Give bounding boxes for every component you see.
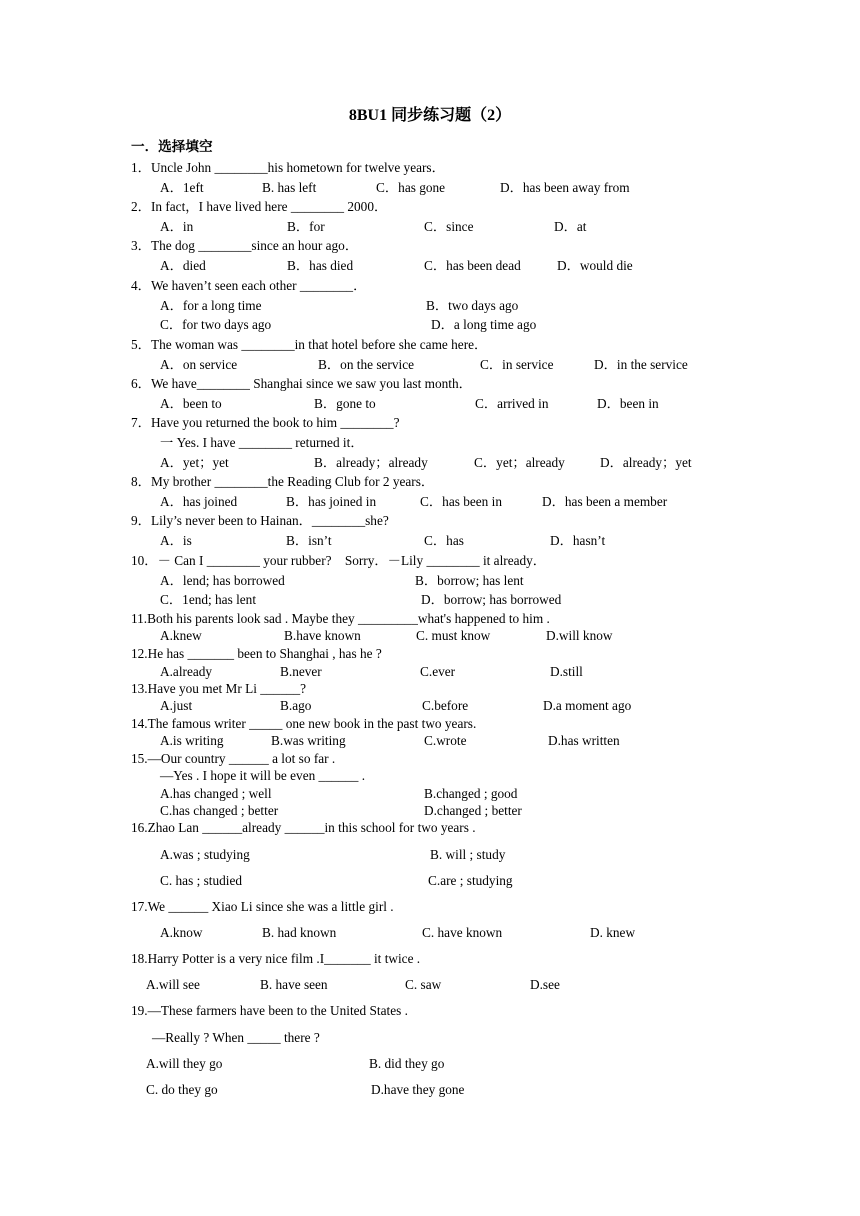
section-heading: 一．选择填空 [131,139,213,154]
question-stem: 12.He has _______ been to Shanghai , has he ? [131,646,382,661]
option: B．isn’t [286,533,332,548]
option: A．been to [160,396,222,411]
option: D. knew [590,925,636,940]
option: A.will they go [146,1056,223,1071]
option: D．at [554,219,587,234]
option: C. must know [416,628,491,643]
option: D．been in [597,396,659,411]
option: B．has joined in [286,494,377,509]
option: D.changed ; better [424,803,522,818]
option: C.before [422,698,469,713]
option: C.has changed ; better [160,803,279,818]
option: B．borrow; has lent [415,573,524,588]
option: A.already [160,664,213,679]
question-stem: 18.Harry Potter is a very nice film .I_______ it twice . [131,951,421,966]
option: C.wrote [424,733,467,748]
dialogue-line: 一 Yes. I have ________ returned it． [160,435,364,450]
option: D．borrow; has borrowed [421,592,562,607]
option: C. have known [422,925,503,940]
option: B. did they go [369,1056,445,1071]
dialogue-line: —Really ? When _____ there ? [152,1030,320,1045]
option: A．on service [160,357,238,372]
question-stem: 19.—These farmers have been to the United States . [131,1003,408,1018]
option: B.never [280,664,322,679]
option: B.have known [284,628,361,643]
question-stem: 3．The dog ________since an hour ago． [131,238,359,253]
option: B．on the service [318,357,415,372]
option: C.are ; studying [428,873,513,888]
option: C．has [424,533,464,548]
option: A.has changed ; well [160,786,272,801]
option: B. has left [262,180,317,195]
option: D．a long time ago [431,317,537,332]
option: B．already；already [314,455,428,470]
option: A．for a long time [160,298,262,313]
option: A.knew [160,628,202,643]
option: B．gone to [314,396,376,411]
option: D.a moment ago [543,698,632,713]
question-stem: 1．Uncle John ________his hometown for twelve years． [131,160,445,175]
question-stem: 7．Have you returned the book to him ________? [131,415,400,430]
option: B．two days ago [426,298,519,313]
option: A.was ; studying [160,847,250,862]
option: A．died [160,258,206,273]
option: A．yet；yet [160,455,229,470]
option: A．is [160,533,192,548]
question-stem: 4．We haven’t seen each other ________． [131,278,367,293]
option: C．for two days ago [160,317,272,332]
option: B．for [287,219,325,234]
option: B．has died [287,258,354,273]
option: C.ever [420,664,456,679]
option: D.will know [546,628,613,643]
option: C．has gone [376,180,446,195]
option: D.have they gone [371,1082,465,1097]
option: A.will see [146,977,200,992]
question-stem: 11.Both his parents look sad . Maybe they _________what's happened to him . [131,611,550,626]
option: C．arrived in [475,396,549,411]
option: B. have seen [260,977,328,992]
option: D.still [550,664,583,679]
question-stem: 6．We have________ Shanghai since we saw you last month． [131,376,472,391]
option: A．1eft [160,180,204,195]
question-stem: 15.—Our country ______ a lot so far . [131,751,336,766]
question-stem: 13.Have you met Mr Li ______? [131,681,307,696]
question-stem: 5．The woman was ________in that hotel before she came here． [131,337,488,352]
option: A.know [160,925,203,940]
option: B. had known [262,925,337,940]
option: C．has been in [420,494,502,509]
option: A．lend; has borrowed [160,573,285,588]
option: D．would die [557,258,633,273]
question-stem: 17.We ______ Xiao Li since she was a little girl . [131,899,394,914]
question-stem: 10．－ Can I ________ your rubber? Sorry．－Lily ________ it already． [131,553,547,568]
option: D．already；yet [600,455,692,470]
option: A．in [160,219,194,234]
option: B.changed ; good [424,786,518,801]
option: B.was writing [271,733,346,748]
option: D.see [530,977,560,992]
dialogue-line: —Yes . I hope it will be even ______ . [160,768,366,783]
option: C．since [424,219,474,234]
page-title: 8BU1 同步练习题（2） [348,107,512,124]
option: B. will ; study [430,847,506,862]
question-stem: 8．My brother ________the Reading Club for 2 years． [131,474,435,489]
option: D．has been away from [500,180,630,195]
option: C．has been dead [424,258,521,273]
question-stem: 9．Lily’s never been to Hainan．________she? [131,513,389,528]
option: B.ago [280,698,312,713]
option: D．hasn’t [550,533,606,548]
question-stem: 2．In fact，I have lived here ________ 2000． [131,199,388,214]
option: A.is writing [160,733,224,748]
question-stem: 14.The famous writer _____ one new book in the past two years. [131,716,477,731]
option: D．has been a member [542,494,668,509]
question-stem: 16.Zhao Lan ______already ______in this school for two years . [131,820,476,835]
option: C. has ; studied [160,873,242,888]
option: C．in service [480,357,554,372]
option: A.just [160,698,193,713]
option: C．yet；already [474,455,565,470]
option: D．in the service [594,357,688,372]
option: C．1end; has lent [160,592,257,607]
option: A．has joined [160,494,238,509]
option: D.has written [548,733,620,748]
option: C. do they go [146,1082,218,1097]
option: C. saw [405,977,442,992]
